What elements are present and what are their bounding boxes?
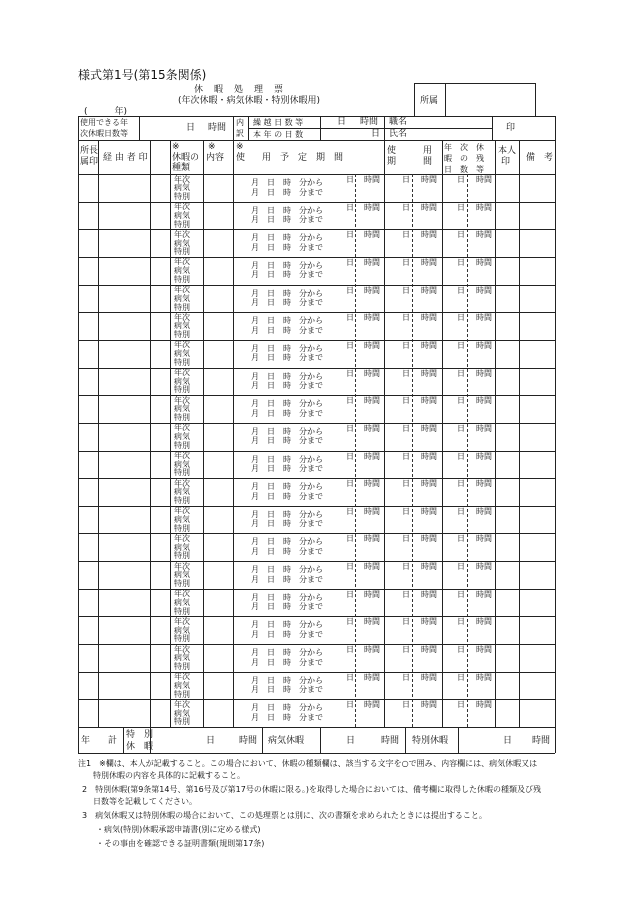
planned-to-field[interactable]: 月 日 時 分まで [251, 298, 323, 308]
remaining-hour-unit: 時間 [476, 617, 492, 627]
remaining-hour-unit: 時間 [476, 313, 492, 323]
planned-hour-unit: 時間 [364, 285, 380, 295]
note-3-item-2: ・その事由を確認できる証明書類(規則第17条) [96, 839, 265, 848]
actual-hour-unit: 時間 [421, 313, 437, 323]
planned-to-field[interactable]: 月 日 時 分まで [251, 270, 323, 280]
leave-type-special-option[interactable]: 特別 [174, 468, 190, 478]
remaining-day-unit: 日 [457, 368, 465, 378]
planned-to-field[interactable]: 月 日 時 分まで [251, 381, 323, 391]
annual-total-hour: 時間 [239, 736, 258, 746]
actual-hour-unit: 時間 [421, 534, 437, 544]
route-seal-label: 経 由 者 印 [103, 153, 148, 163]
actual-day-unit: 日 [402, 617, 410, 627]
leave-type-label-1: 休暇の [172, 153, 200, 163]
planned-hour-unit: 時間 [364, 257, 380, 267]
remaining-days-label-2: 暇 の 残 [444, 154, 484, 163]
leave-type-annual-option[interactable]: 年次 [174, 368, 190, 378]
leave-type-annual-option[interactable]: 年次 [174, 257, 190, 267]
planned-hour-unit: 時間 [364, 589, 380, 599]
note-3-item-1: ・病気(特別)休暇承認申請書(別に定める様式) [96, 825, 261, 834]
planned-from-field[interactable]: 月 日 時 分から [251, 703, 323, 713]
planned-from-field[interactable]: 月 日 時 分から [251, 205, 323, 215]
year-field[interactable]: ( 年) [84, 107, 128, 117]
leave-type-sick-option[interactable]: 病気 [174, 293, 190, 303]
remaining-day-unit: 日 [457, 175, 465, 184]
leave-type-special-option[interactable]: 特別 [174, 717, 190, 727]
leave-type-special-option[interactable]: 特別 [174, 689, 190, 699]
leave-type-special-option[interactable]: 特別 [174, 191, 190, 201]
actual-period-label-2: 期 [387, 157, 397, 167]
annual-total-label: 年 計 [81, 736, 118, 746]
planned-from-field[interactable]: 月 日 時 分から [251, 178, 323, 187]
planned-hour-unit: 時間 [364, 617, 380, 627]
actual-day-unit: 日 [402, 368, 410, 378]
remarks-label: 備 考 [526, 153, 554, 163]
leave-type-sick-option[interactable]: 病気 [174, 708, 190, 718]
name-label: 氏名 [389, 129, 408, 139]
planned-from-field[interactable]: 月 日 時 分から [251, 233, 323, 243]
planned-hour-unit: 時間 [364, 202, 380, 212]
actual-day-unit: 日 [402, 645, 410, 655]
planned-from-field[interactable]: 月 日 時 分から [251, 371, 323, 381]
actual-hour-unit: 時間 [421, 202, 437, 212]
actual-hour-unit: 時間 [421, 285, 437, 295]
remaining-hour-unit: 時間 [476, 368, 492, 378]
planned-hour-unit: 時間 [364, 340, 380, 350]
remaining-day-unit: 日 [457, 396, 465, 406]
actual-period-label-4: 間 [423, 157, 433, 167]
remaining-hour-unit: 時間 [476, 423, 492, 433]
planned-hour-unit: 時間 [364, 451, 380, 461]
planned-day-unit: 日 [346, 562, 354, 572]
leave-type-annual-option[interactable]: 年次 [174, 395, 190, 405]
planned-to-field[interactable]: 月 日 時 分まで [251, 408, 323, 418]
planned-hour-unit: 時間 [364, 313, 380, 323]
leave-type-annual-option[interactable]: 年次 [174, 589, 190, 599]
planned-hour-unit: 時間 [364, 562, 380, 572]
sick-leave-total-day: 日 [346, 736, 356, 746]
leave-type-annual-option[interactable]: 年次 [174, 533, 190, 543]
remaining-day-unit: 日 [457, 479, 465, 489]
leave-type-annual-option[interactable]: 年次 [174, 478, 190, 488]
current-year-day-unit: 日 [371, 129, 381, 139]
chief-seal-label-2: 属印 [80, 157, 99, 167]
leave-type-sick-option[interactable]: 病気 [174, 515, 190, 524]
note-3: 3 病気休暇又は特別休暇の場合において、この処理票とは別に、次の書類を求められたときには提出すること。 [82, 811, 487, 820]
remaining-day-unit: 日 [457, 534, 465, 544]
leave-type-annual-option[interactable]: 年次 [174, 423, 190, 433]
note-2: 2 特別休暇(第9条第14号、第16号及び第17号の休暇に限る。)を取得した場合においては、備考欄に取得した休暇の種類及び残 [82, 785, 541, 794]
planned-to-field[interactable]: 月 日 時 分まで [251, 353, 323, 363]
actual-day-unit: 日 [402, 175, 410, 184]
planned-hour-unit: 時間 [364, 700, 380, 710]
remaining-day-unit: 日 [457, 700, 465, 710]
special-leave-total-day: 日 [503, 736, 513, 746]
planned-from-field[interactable]: 月 日 時 分から [251, 343, 323, 353]
planned-day-unit: 日 [346, 285, 354, 295]
actual-day-unit: 日 [402, 672, 410, 682]
remaining-hour-unit: 時間 [476, 230, 492, 240]
actual-day-unit: 日 [402, 313, 410, 323]
carryover-day-unit: 日 [337, 117, 347, 127]
actual-hour-unit: 時間 [421, 479, 437, 489]
actual-hour-unit: 時間 [421, 672, 437, 682]
remaining-day-unit: 日 [457, 202, 465, 212]
remaining-day-unit: 日 [457, 589, 465, 599]
planned-hour-unit: 時間 [364, 534, 380, 544]
actual-hour-unit: 時間 [421, 257, 437, 267]
planned-day-unit: 日 [346, 340, 354, 350]
remaining-hour-unit: 時間 [476, 479, 492, 489]
usable-day-unit: 日 [186, 123, 196, 133]
leave-type-special-option[interactable]: 特別 [174, 579, 190, 588]
remaining-day-unit: 日 [457, 645, 465, 655]
planned-to-field[interactable]: 月 日 時 分まで [251, 602, 323, 612]
actual-day-unit: 日 [402, 202, 410, 212]
planned-from-field[interactable]: 月 日 時 分から [251, 537, 323, 547]
planned-day-unit: 日 [346, 672, 354, 682]
leave-type-special-option[interactable]: 特別 [174, 606, 190, 616]
actual-hour-unit: 時間 [421, 589, 437, 599]
planned-to-field[interactable]: 月 日 時 分まで [251, 242, 323, 252]
actual-hour-unit: 時間 [421, 340, 437, 350]
form-title: 休 暇 処 理 票 [194, 85, 285, 95]
planned-hour-unit: 時間 [364, 645, 380, 655]
planned-day-unit: 日 [346, 202, 354, 212]
remaining-day-unit: 日 [457, 257, 465, 267]
planned-day-unit: 日 [346, 645, 354, 655]
leave-type-special-option[interactable]: 特別 [174, 551, 190, 561]
carryover-label: 繰 越 日 数 等 [253, 118, 304, 127]
leave-type-sick-option[interactable]: 病気 [174, 653, 190, 663]
usable-days-label-1: 使用できる年 [80, 118, 128, 127]
actual-hour-unit: 時間 [421, 396, 437, 406]
current-year-label: 本 年 の 日 数 [253, 130, 304, 139]
usable-days-label-2: 次休暇日数等 [80, 129, 128, 138]
remaining-hour-unit: 時間 [476, 645, 492, 655]
remaining-day-unit: 日 [457, 313, 465, 323]
planned-from-field[interactable]: 月 日 時 分から [251, 288, 323, 298]
remaining-hour-unit: 時間 [476, 285, 492, 295]
leave-type-sick-option[interactable]: 病気 [174, 432, 190, 442]
planned-from-field[interactable]: 月 日 時 分から [251, 399, 323, 409]
planned-day-unit: 日 [346, 230, 354, 240]
remaining-hour-unit: 時間 [476, 534, 492, 544]
note-1-cont: 特別休暇の内容を具体的に記載すること。 [93, 771, 245, 780]
planned-to-field[interactable]: 月 日 時 分まで [251, 685, 323, 695]
planned-to-field[interactable]: 月 日 時 分まで [251, 629, 323, 639]
actual-day-unit: 日 [402, 340, 410, 350]
leave-type-special-option[interactable]: 特別 [174, 634, 190, 644]
leave-type-annual-option[interactable]: 年次 [174, 202, 190, 212]
leave-type-sick-option[interactable]: 病気 [174, 266, 190, 276]
content-label: 内容 [206, 153, 225, 163]
planned-day-unit: 日 [346, 313, 354, 323]
leave-type-mark: ※ [172, 142, 180, 152]
carryover-hour-unit: 時間 [360, 117, 379, 127]
planned-to-field[interactable]: 月 日 時 分まで [251, 436, 323, 446]
leave-type-special-option[interactable]: 特別 [174, 357, 190, 367]
planned-period-label-2: 用 予 定 期 間 [262, 153, 344, 163]
remaining-days-label-1: 年 次 休 [444, 143, 484, 152]
planned-hour-unit: 時間 [364, 175, 380, 184]
leave-type-annual-option[interactable]: 年次 [174, 561, 190, 571]
remaining-day-unit: 日 [457, 617, 465, 627]
planned-hour-unit: 時間 [364, 230, 380, 240]
planned-hour-unit: 時間 [364, 506, 380, 516]
planned-from-field[interactable]: 月 日 時 分から [251, 454, 323, 464]
planned-from-field[interactable]: 月 日 時 分から [251, 260, 323, 270]
breakdown-label-1: 内 [236, 118, 244, 127]
leave-type-sick-option[interactable]: 病気 [174, 680, 190, 690]
leave-type-special-option[interactable]: 特別 [174, 330, 190, 340]
planned-day-unit: 日 [346, 479, 354, 489]
planned-from-field[interactable]: 月 日 時 分から [251, 648, 323, 658]
leave-type-annual-option[interactable]: 年次 [174, 285, 190, 295]
leave-type-special-option[interactable]: 特別 [174, 302, 190, 312]
special-leave-label-1: 特 別 [126, 730, 154, 740]
leave-type-annual-option[interactable]: 年次 [174, 616, 190, 626]
remaining-day-unit: 日 [457, 340, 465, 350]
actual-day-unit: 日 [402, 285, 410, 295]
affiliation-label: 所属 [420, 96, 439, 106]
leave-type-sick-option[interactable]: 病気 [174, 597, 190, 607]
leave-type-annual-option[interactable]: 年次 [174, 312, 190, 322]
actual-day-unit: 日 [402, 451, 410, 461]
leave-type-sick-option[interactable]: 病気 [174, 238, 190, 248]
actual-day-unit: 日 [402, 589, 410, 599]
leave-type-label-2: 種類 [172, 163, 191, 173]
planned-from-field[interactable]: 月 日 時 分から [251, 675, 323, 685]
planned-to-field[interactable]: 月 日 時 分まで [251, 215, 323, 225]
actual-day-unit: 日 [402, 479, 410, 489]
self-seal-label-1: 本人 [498, 146, 517, 156]
actual-day-unit: 日 [402, 230, 410, 240]
planned-day-unit: 日 [346, 617, 354, 627]
remaining-day-unit: 日 [457, 423, 465, 433]
planned-hour-unit: 時間 [364, 368, 380, 378]
leave-type-special-option[interactable]: 特別 [174, 247, 190, 257]
note-2-cont: 日数等を記載してください。 [93, 797, 197, 806]
remaining-hour-unit: 時間 [476, 700, 492, 710]
actual-day-unit: 日 [402, 700, 410, 710]
leave-type-sick-option[interactable]: 病気 [174, 542, 190, 552]
position-label: 職名 [389, 117, 408, 127]
actual-hour-unit: 時間 [421, 175, 437, 184]
planned-day-unit: 日 [346, 423, 354, 433]
sick-leave-total-hour: 時間 [381, 736, 400, 746]
actual-hour-unit: 時間 [421, 562, 437, 572]
leave-type-sick-option[interactable]: 病気 [174, 404, 190, 414]
planned-from-field[interactable]: 月 日 時 分から [251, 509, 323, 519]
remaining-day-unit: 日 [457, 451, 465, 461]
actual-period-label-3: 用 [423, 146, 433, 156]
leave-type-sick-option[interactable]: 病気 [174, 487, 190, 497]
leave-type-special-option[interactable]: 特別 [174, 219, 190, 229]
actual-day-unit: 日 [402, 257, 410, 267]
remaining-day-unit: 日 [457, 230, 465, 240]
leave-type-special-option[interactable]: 特別 [174, 496, 190, 506]
actual-hour-unit: 時間 [421, 368, 437, 378]
remaining-day-unit: 日 [457, 672, 465, 682]
remaining-hour-unit: 時間 [476, 396, 492, 406]
actual-hour-unit: 時間 [421, 645, 437, 655]
leave-type-sick-option[interactable]: 病気 [174, 570, 190, 580]
remaining-hour-unit: 時間 [476, 340, 492, 350]
actual-day-unit: 日 [402, 396, 410, 406]
planned-hour-unit: 時間 [364, 423, 380, 433]
planned-to-field[interactable]: 月 日 時 分まで [251, 325, 323, 335]
actual-hour-unit: 時間 [421, 506, 437, 516]
usable-hour-unit: 時間 [208, 123, 227, 133]
leave-type-annual-option[interactable]: 年次 [174, 229, 190, 239]
remaining-hour-unit: 時間 [476, 175, 492, 184]
leave-type-annual-option[interactable]: 年次 [174, 340, 190, 350]
leave-type-annual-option[interactable]: 年次 [174, 644, 190, 654]
special-leave-label-2: 休 暇 [126, 742, 154, 752]
leave-type-special-option[interactable]: 特別 [174, 274, 190, 284]
planned-to-field[interactable]: 月 日 時 分まで [251, 574, 323, 584]
planned-hour-unit: 時間 [364, 672, 380, 682]
planned-day-unit: 日 [346, 506, 354, 516]
planned-day-unit: 日 [346, 257, 354, 267]
actual-hour-unit: 時間 [421, 617, 437, 627]
planned-to-field[interactable]: 月 日 時 分まで [251, 491, 323, 501]
actual-day-unit: 日 [402, 534, 410, 544]
remaining-hour-unit: 時間 [476, 506, 492, 516]
planned-to-field[interactable]: 月 日 時 分まで [251, 187, 323, 197]
special-leave-total-label: 特別休暇 [412, 736, 449, 746]
leave-type-sick-option[interactable]: 病気 [174, 376, 190, 386]
remaining-hour-unit: 時間 [476, 672, 492, 682]
leave-type-sick-option[interactable]: 病気 [174, 321, 190, 331]
actual-hour-unit: 時間 [421, 451, 437, 461]
planned-from-field[interactable]: 月 日 時 分から [251, 482, 323, 492]
self-seal-label-2: 印 [501, 157, 511, 167]
actual-day-unit: 日 [402, 506, 410, 516]
planned-day-unit: 日 [346, 700, 354, 710]
sick-leave-total-label: 病気休暇 [268, 736, 305, 746]
remaining-hour-unit: 時間 [476, 589, 492, 599]
note-1: 注1 ※欄は、本人が記載すること。この場合において、休暇の種類欄は、該当する文字を○で囲み、内容欄には、病気休暇又は [78, 759, 538, 768]
leave-type-special-option[interactable]: 特別 [174, 661, 190, 671]
planned-to-field[interactable]: 月 日 時 分まで [251, 464, 323, 473]
remaining-hour-unit: 時間 [476, 202, 492, 212]
leave-type-special-option[interactable]: 特別 [174, 385, 190, 395]
form-number: 様式第1号(第15条関係) [78, 68, 207, 82]
leave-type-special-option[interactable]: 特別 [174, 523, 190, 533]
leave-type-annual-option[interactable]: 年次 [174, 174, 190, 184]
actual-period-label-1: 使 [387, 146, 397, 156]
leave-type-special-option[interactable]: 特別 [174, 440, 190, 450]
seal-label: 印 [506, 123, 516, 133]
planned-hour-unit: 時間 [364, 479, 380, 489]
remaining-hour-unit: 時間 [476, 257, 492, 267]
planned-day-unit: 日 [346, 589, 354, 599]
chief-seal-label-1: 所長 [80, 146, 99, 156]
actual-hour-unit: 時間 [421, 423, 437, 433]
leave-type-sick-option[interactable]: 病気 [174, 210, 190, 220]
planned-to-field[interactable]: 月 日 時 分まで [251, 712, 323, 722]
planned-from-field[interactable]: 月 日 時 分から [251, 592, 323, 602]
planned-to-field[interactable]: 月 日 時 分まで [251, 546, 323, 556]
leave-type-sick-option[interactable]: 病気 [174, 183, 190, 193]
leave-type-sick-option[interactable]: 病気 [174, 625, 190, 635]
planned-to-field[interactable]: 月 日 時 分まで [251, 657, 323, 667]
actual-hour-unit: 時間 [421, 230, 437, 240]
planned-from-field[interactable]: 月 日 時 分から [251, 316, 323, 326]
remaining-hour-unit: 時間 [476, 451, 492, 461]
leave-type-sick-option[interactable]: 病気 [174, 349, 190, 359]
special-leave-total-hour: 時間 [532, 736, 551, 746]
planned-period-label-1: 使 [236, 153, 246, 163]
remaining-day-unit: 日 [457, 562, 465, 572]
planned-from-field[interactable]: 月 日 時 分から [251, 565, 323, 575]
planned-from-field[interactable]: 月 日 時 分から [251, 620, 323, 630]
remaining-hour-unit: 時間 [476, 562, 492, 572]
leave-type-annual-option[interactable]: 年次 [174, 451, 190, 460]
planned-to-field[interactable]: 月 日 時 分まで [251, 519, 323, 529]
planned-from-field[interactable]: 月 日 時 分から [251, 426, 323, 436]
actual-hour-unit: 時間 [421, 700, 437, 710]
planned-day-unit: 日 [346, 368, 354, 378]
leave-type-annual-option[interactable]: 年次 [174, 672, 190, 682]
planned-day-unit: 日 [346, 451, 354, 461]
form-subtitle: (年次休暇・病気休暇・特別休暇用) [178, 96, 321, 106]
actual-day-unit: 日 [402, 562, 410, 572]
annual-total-day: 日 [206, 736, 216, 746]
planned-period-mark: ※ [236, 142, 244, 152]
leave-type-annual-option[interactable]: 年次 [174, 506, 190, 516]
remaining-day-unit: 日 [457, 506, 465, 516]
remaining-days-label-3: 日 数 等 [444, 165, 484, 174]
leave-type-annual-option[interactable]: 年次 [174, 699, 190, 709]
planned-hour-unit: 時間 [364, 396, 380, 406]
planned-day-unit: 日 [346, 534, 354, 544]
remaining-day-unit: 日 [457, 285, 465, 295]
planned-day-unit: 日 [346, 396, 354, 406]
leave-type-special-option[interactable]: 特別 [174, 413, 190, 423]
leave-type-sick-option[interactable]: 病気 [174, 459, 190, 469]
content-mark: ※ [208, 142, 216, 152]
breakdown-label-2: 訳 [236, 129, 244, 138]
planned-day-unit: 日 [346, 175, 354, 184]
actual-day-unit: 日 [402, 423, 410, 433]
